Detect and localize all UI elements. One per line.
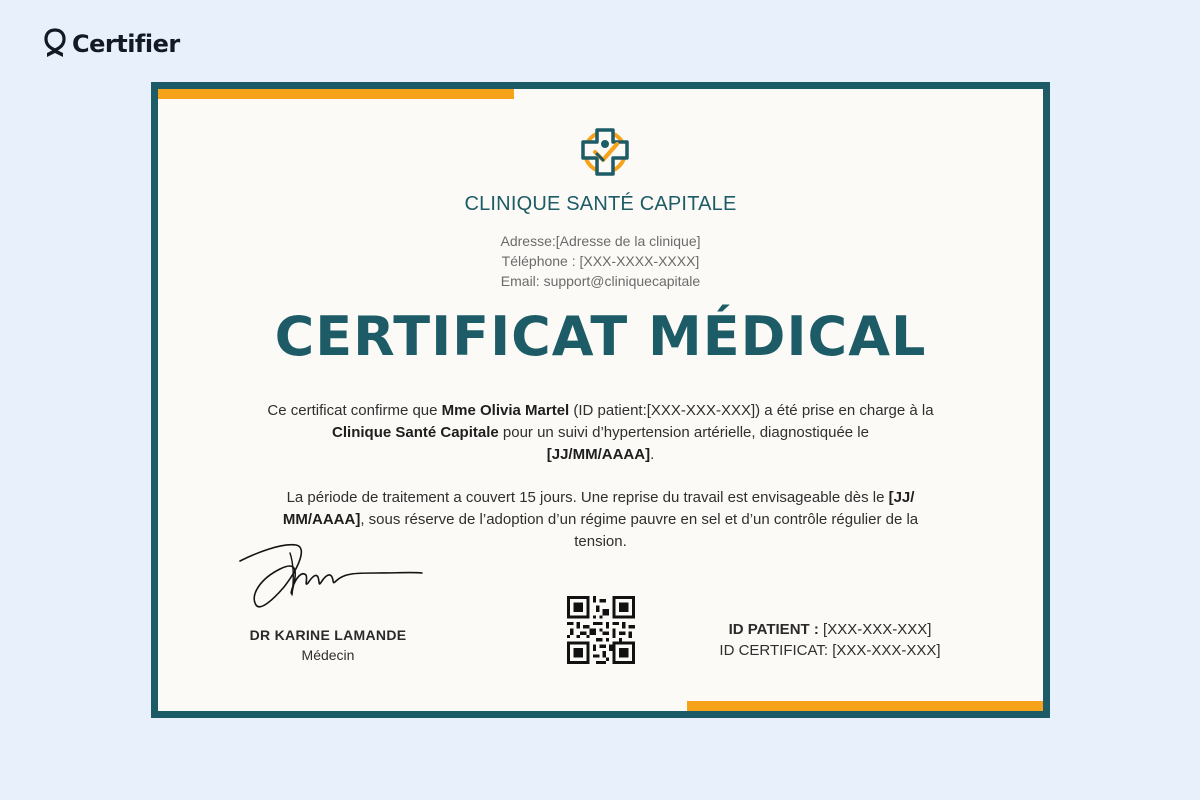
accent-bar-bottom (687, 701, 1043, 711)
patient-name: Mme Olivia Martel (441, 402, 570, 419)
patient-id-value: [XXX-XXX-XXX] (818, 621, 932, 638)
qr-code-icon (567, 596, 635, 664)
diagnosis-date: [JJ/MM/AAAA] (546, 446, 651, 463)
clinic-email: Email: support@cliniquecapitale (500, 273, 701, 289)
brand (44, 28, 180, 60)
return-date: [JJ/ MM/AAAA] (282, 489, 915, 528)
certificate-title: CERTIFICAT MÉDICAL (274, 305, 927, 368)
patient-id (700, 621, 960, 638)
certificate (151, 82, 1050, 718)
accent-bar-top (158, 89, 514, 99)
clinic-address: Adresse:[Adresse de la clinique] (500, 233, 701, 249)
doctor-signature (236, 539, 426, 619)
patient-id-label: ID PATIENT : (728, 621, 819, 638)
brand-name: Certifier (72, 30, 180, 58)
clinic-phone: Téléphone : [XXX-XXXX-XXXX] (501, 253, 700, 269)
certificate-body-paragraph-2: La période de traitement a couvert 15 jours. Une reprise du travail est envisageable dès le [JJ/ MM/AAAA], sous réserve de l’adoption d’un régime pauvre en sel et d’un contrôle régulier de la tension. (282, 489, 919, 550)
medical-cross-check-icon (575, 124, 635, 184)
clinic-name-inline: Clinique Santé Capitale (332, 424, 499, 441)
certificate-body-paragraph-1: Ce certificat confirme que Mme Olivia Martel (ID patient:[XXX-XXX-XXX]) a été prise en charge à la Clinique Santé Capitale pour un suivi d’hypertension artérielle, diagnostiquée le [JJ/MM/AAAA]. (267, 402, 934, 463)
certifier-shield-icon (44, 28, 66, 60)
clinic-name: CLINIQUE SANTÉ CAPITALE (464, 193, 737, 215)
doctor-role: Médecin (301, 647, 355, 663)
certificate-paper (158, 89, 1043, 711)
certificate-id: ID CERTIFICAT: [XXX-XXX-XXX] (719, 642, 941, 659)
doctor-name: DR KARINE LAMANDE (249, 627, 407, 643)
